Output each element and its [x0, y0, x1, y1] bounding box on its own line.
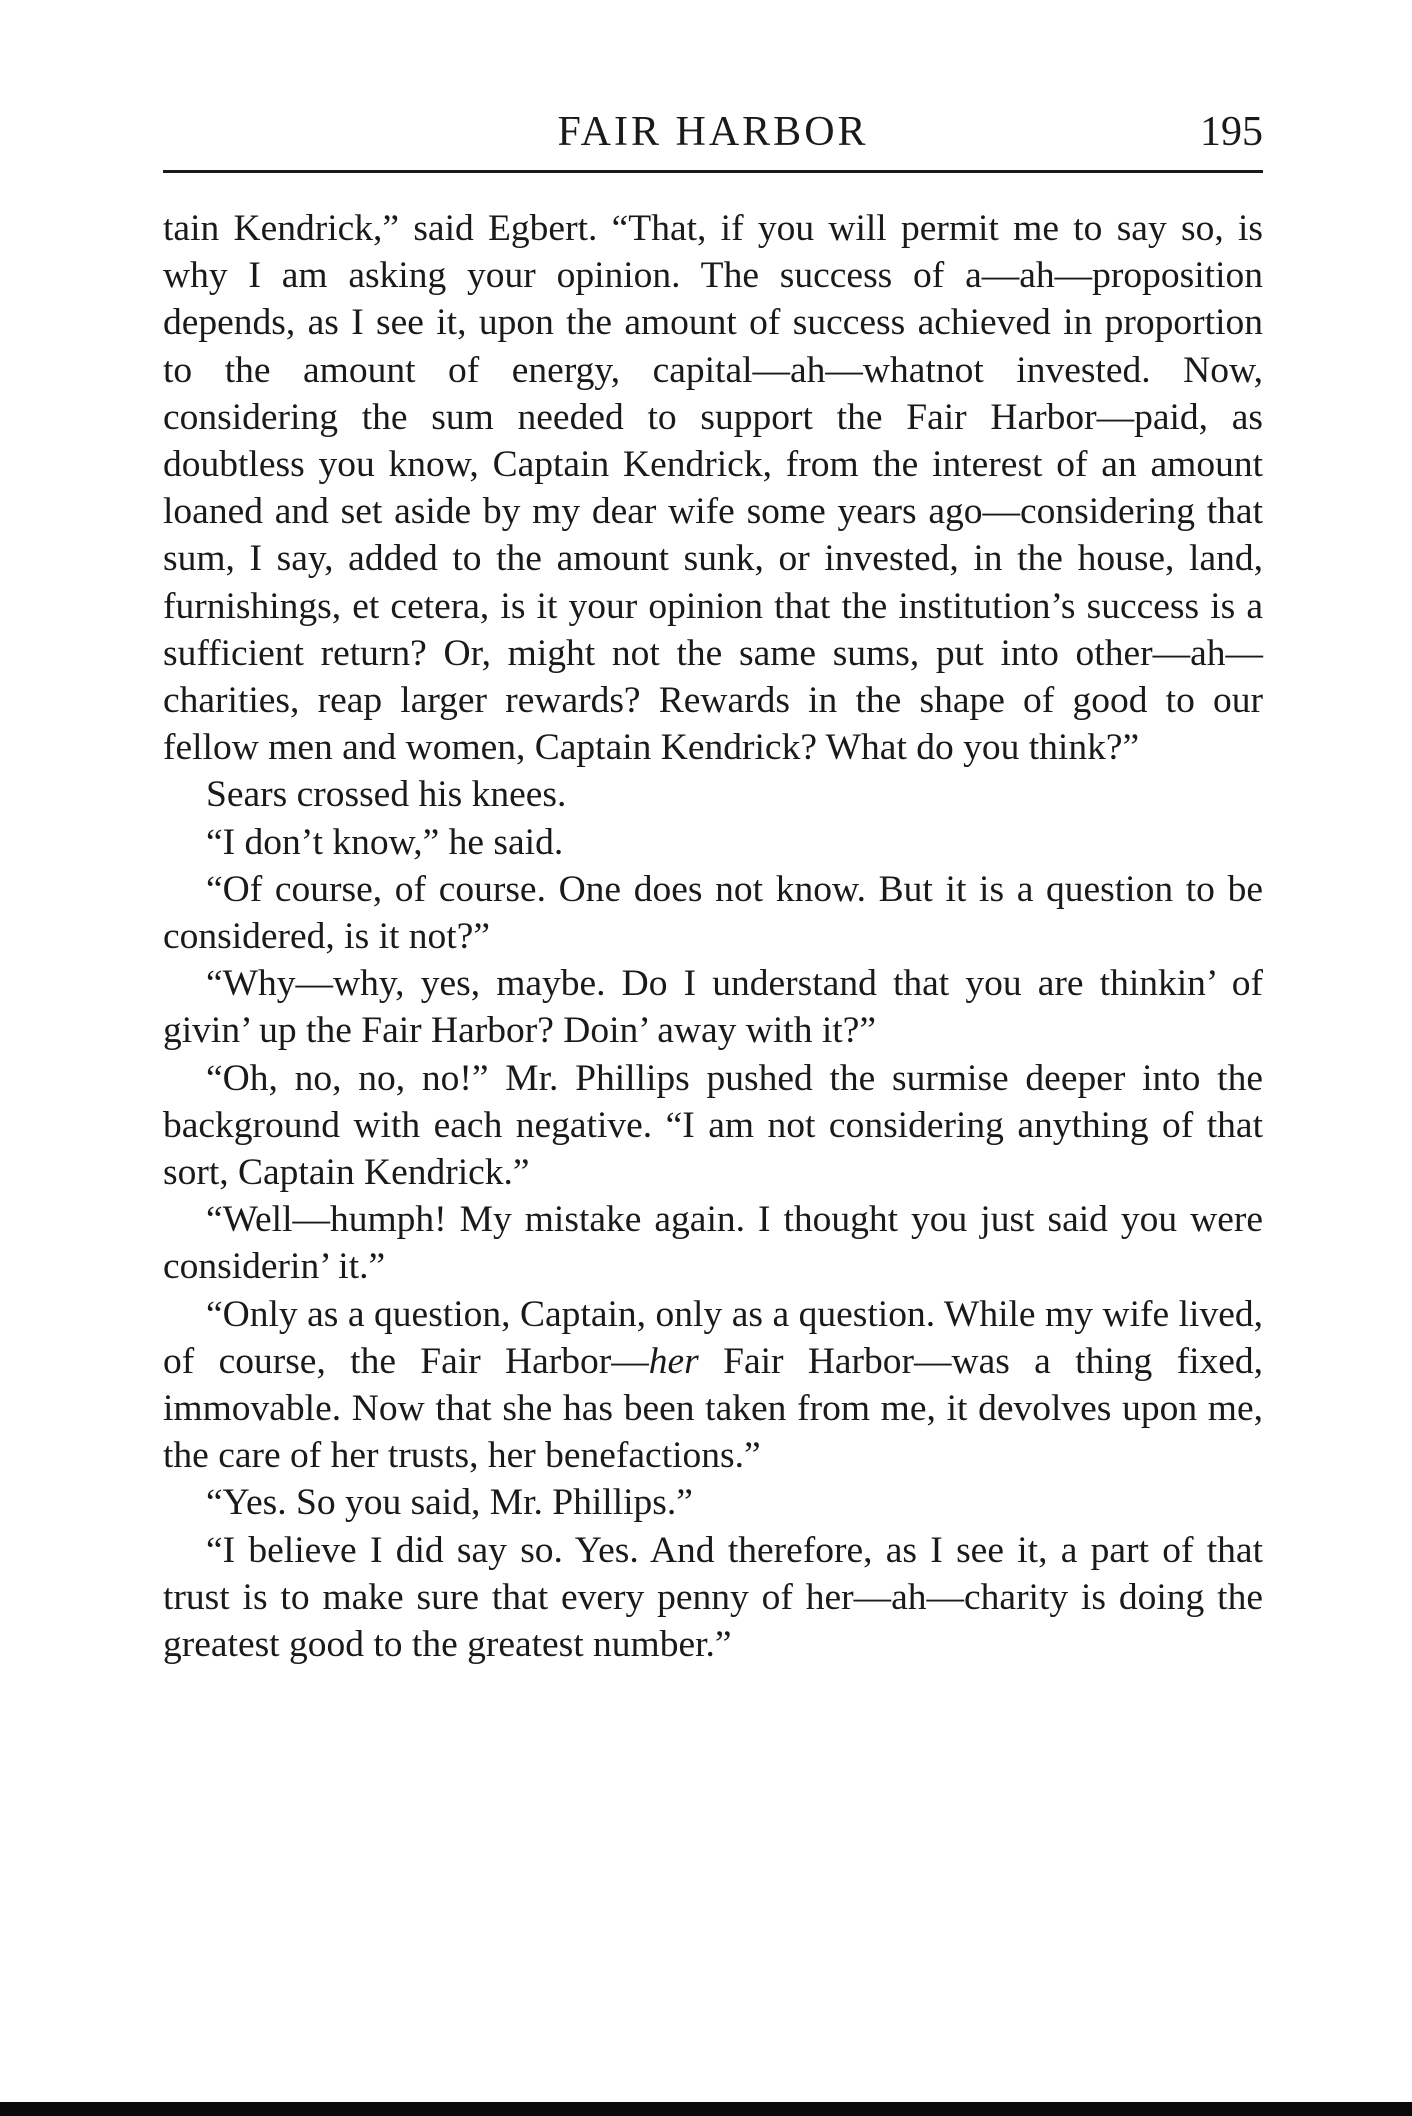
paragraph-text: Fair Harbor—was a thing fixed, immovable. Now that she has been taken from me, it devolves upon me, the care of her trusts, her benefactions.” — [163, 1340, 1264, 1477]
scan-bottom-edge — [0, 2102, 1412, 2116]
paragraph-continuation: tain Kendrick,” said Egbert. “That, if you will permit me to say so, is why I am asking your opinion. The success of a—ah—proposition depends, as I see it, upon the amount of success achieved in proportion to the amount of energy, capital—ah—whatnot invested. Now, considering the sum needed to support the Fair Harbor—paid, as doubtless you know, Captain Kendrick, from the interest of an amount loaned and set aside by my dear wife some years ago—considering that sum, I say, added to the amount sunk, or invested, in the house, land, furnishings, et cetera, is it your opinion that the institution’s success is a sufficient return? Or, might not the same sums, put into other—ah—charities, reap larger rewards? Rewards in the shape of good to our fellow men and women, Captain Kendrick? What do you think?” — [163, 208, 1263, 769]
paragraph: “I believe I did say so. Yes. And therefore, as I see it, a part of that trust is to make sure that every penny of her—ah—charity is doing the greatest good to the greatest number.” — [163, 1529, 1263, 1666]
header-rule — [163, 170, 1263, 173]
page-number: 195 — [1200, 109, 1263, 155]
running-head: FAIR HARBOR — [557, 109, 869, 155]
emphasis-text: her — [648, 1340, 699, 1382]
paragraph: “I don’t know,” he said. — [206, 821, 564, 863]
paragraph: “Well—humph! My mistake again. I thought you just said you were considerin’ it.” — [163, 1199, 1263, 1288]
paragraph — [163, 1291, 1263, 1480]
page-header — [163, 108, 1263, 170]
paragraph: Sears crossed his knees. — [206, 774, 567, 816]
paragraph-text: “Only as a question, Captain, only as a question. While my wife lived, of course, the Fair Harbor— — [163, 1293, 1263, 1382]
paragraph: “Oh, no, no, no!” Mr. Phillips pushed the surmise deeper into the background with each negative. “I am not considering anything of that sort, Captain Kendrick.” — [163, 1057, 1263, 1194]
body-text — [163, 205, 1263, 1668]
paragraph: “Of course, of course. One does not know. But it is a question to be considered, is it not?” — [163, 868, 1263, 958]
paragraph: “Why—why, yes, maybe. Do I understand that you are thinkin’ of givin’ up the Fair Harbor? Doin’ away with it?” — [163, 963, 1263, 1052]
paragraph: “Yes. So you said, Mr. Phillips.” — [206, 1482, 693, 1524]
